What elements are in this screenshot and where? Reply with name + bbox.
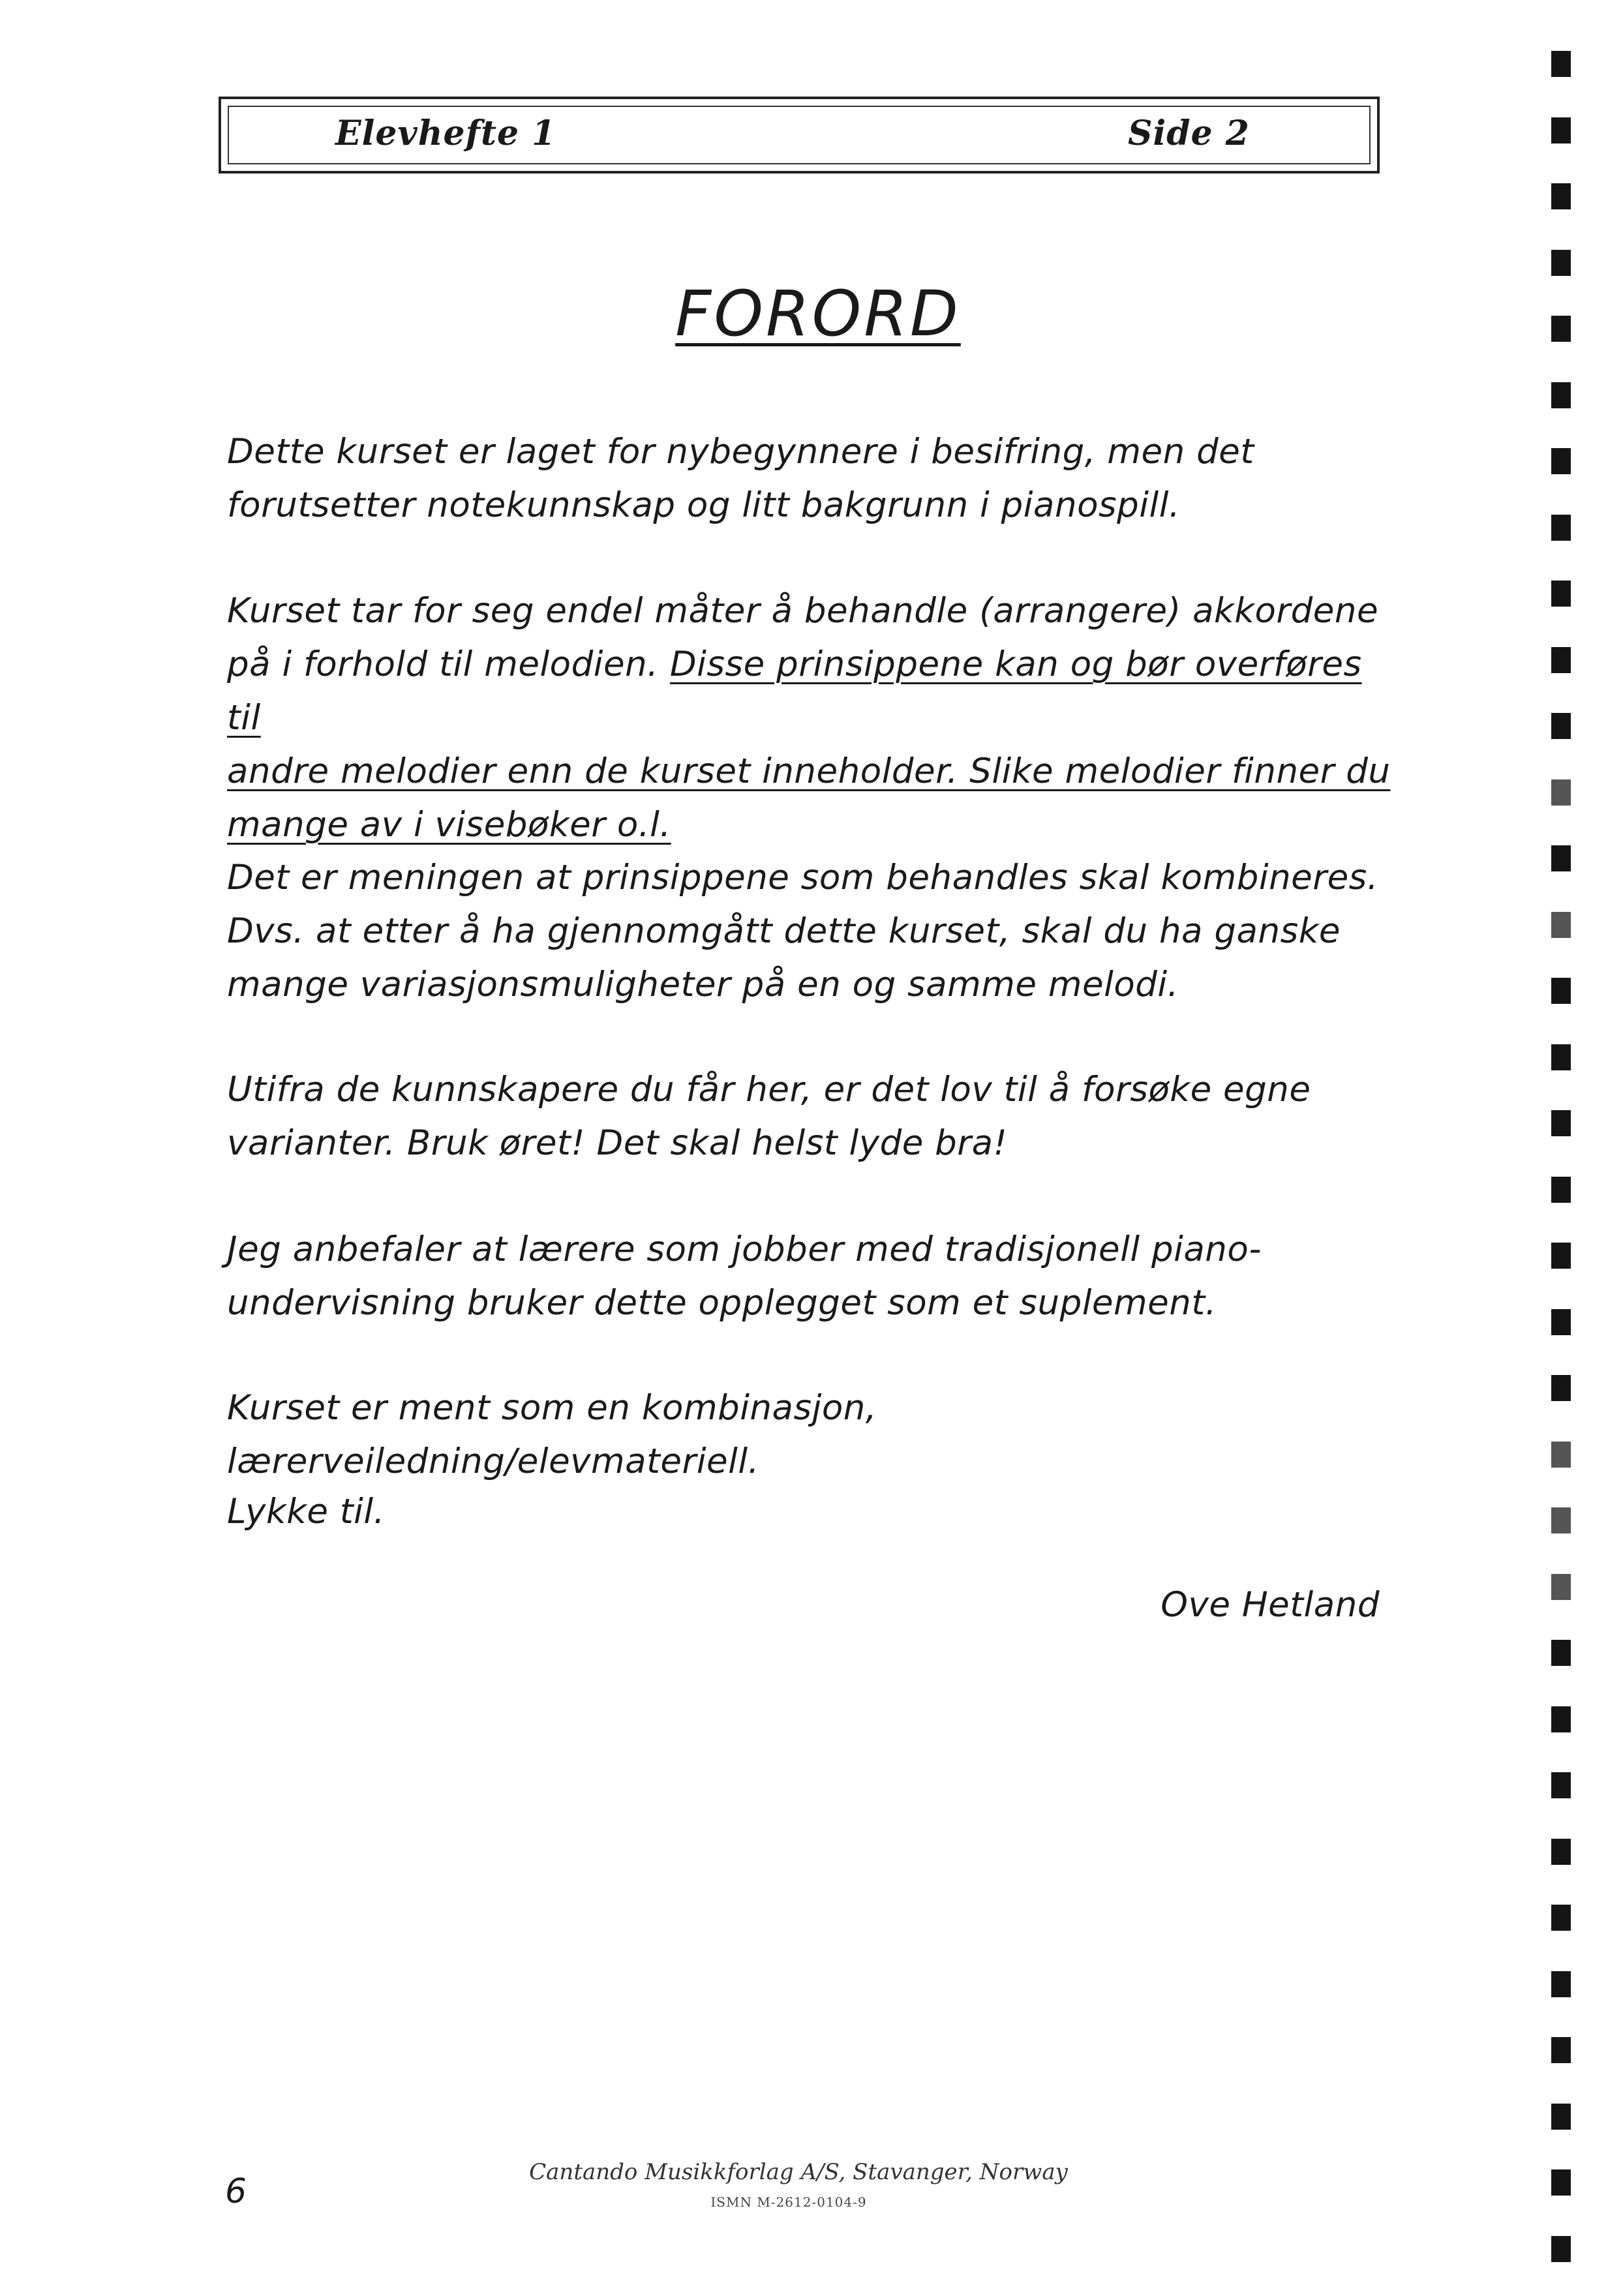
binding-hole-mark [1551, 2037, 1571, 2063]
text-line: Kurset tar for seg endel måter å behandle (arrangere) akkordene [227, 591, 1379, 631]
binding-marks [1551, 0, 1571, 2296]
text-line: Kurset er ment som en kombinasjon, lærerveiledning/elevmateriell. [227, 1388, 877, 1481]
text-line: Lykke til. [227, 1492, 385, 1532]
header-booklet-title: Elevhefte 1 [335, 113, 556, 153]
paragraph-2 [227, 584, 1401, 852]
binding-hole-mark [1551, 1507, 1571, 1533]
page-header [219, 97, 1380, 174]
text-line: forutsetter notekunnskap og litt bakgrunn i pianospill. [227, 485, 1181, 525]
publisher-name: Cantando Musikkforlag A/S, Stavanger, Norway [529, 2159, 1068, 2185]
text-line: Dvs. at etter å ha gjennomgått dette kurset, skal du ha ganske [227, 911, 1341, 951]
signature: Ove Hetland [1160, 1585, 1380, 1625]
binding-hole-mark [1551, 2169, 1571, 2196]
paragraph-4 [227, 1063, 1401, 1170]
binding-hole-mark [1551, 1110, 1571, 1136]
binding-hole-mark [1551, 1905, 1571, 1931]
text-line: Dette kurset er laget for nybegynnere i besifring, men det [227, 432, 1254, 472]
text-line: undervisning bruker dette opplegget som et suplement. [227, 1283, 1217, 1323]
page-number: 6 [225, 2172, 247, 2211]
binding-hole-mark [1551, 1442, 1571, 1468]
binding-hole-mark [1551, 1640, 1571, 1666]
binding-hole-mark [1551, 1309, 1571, 1335]
binding-hole-mark [1551, 581, 1571, 607]
binding-hole-mark [1551, 1375, 1571, 1401]
publisher-line [0, 2159, 1623, 2185]
binding-hole-mark [1551, 1243, 1571, 1269]
paragraph-1 [227, 425, 1401, 532]
paragraph-6 [227, 1382, 1401, 1488]
text-line: Det er meningen at prinsippene som behandles skal kombineres. [227, 858, 1379, 898]
binding-hole-mark [1551, 515, 1571, 541]
binding-hole-mark [1551, 1574, 1571, 1600]
binding-hole-mark [1551, 912, 1571, 938]
paragraph-3 [227, 851, 1401, 1012]
binding-hole-mark [1551, 779, 1571, 806]
text-line: varianter. Bruk øret! Det skal helst lyde bra! [227, 1123, 1008, 1163]
page-title: FORORD [675, 277, 961, 350]
binding-hole-mark [1551, 713, 1571, 739]
binding-hole-mark [1551, 448, 1571, 474]
underlined-text: Disse prinsippene kan og bør overføres til [227, 644, 1362, 738]
paragraph-5 [227, 1223, 1401, 1330]
binding-hole-mark [1551, 978, 1571, 1004]
binding-hole-mark [1551, 845, 1571, 871]
text-line: mange variasjonsmuligheter på en og samme melodi. [227, 965, 1179, 1004]
underlined-text-line: mange av i visebøker o.l. [227, 805, 671, 845]
binding-hole-mark [1551, 2104, 1571, 2130]
ismn-line [0, 2194, 1623, 2210]
binding-hole-mark [1551, 51, 1571, 77]
text-line: Jeg anbefaler at lærere som jobber med tradisjonell piano- [227, 1230, 1262, 1269]
binding-hole-mark [1551, 1044, 1571, 1070]
binding-hole-mark [1551, 1177, 1571, 1203]
text-line [227, 638, 1401, 745]
text-line: Utifra de kunnskapere du får her, er det lov til å forsøke egne [227, 1070, 1311, 1110]
binding-hole-mark [1551, 382, 1571, 408]
binding-hole-mark [1551, 117, 1571, 144]
binding-hole-mark [1551, 316, 1571, 342]
header-page-label: Side 2 [1127, 113, 1250, 153]
binding-hole-mark [1551, 647, 1571, 673]
binding-hole-mark [1551, 1706, 1571, 1732]
binding-hole-mark [1551, 1971, 1571, 1997]
paragraph-7 [227, 1485, 1401, 1539]
text-segment: på i forhold til melodien. [227, 644, 670, 684]
underlined-text-line: andre melodier enn de kurset inneholder. Slike melodier finner du [227, 751, 1391, 791]
ismn-code: ISMN M-2612-0104-9 [710, 2194, 867, 2210]
binding-hole-mark [1551, 250, 1571, 276]
binding-hole-mark [1551, 1839, 1571, 1865]
binding-hole-mark [1551, 2236, 1571, 2262]
binding-hole-mark [1551, 183, 1571, 209]
binding-hole-mark [1551, 1772, 1571, 1798]
